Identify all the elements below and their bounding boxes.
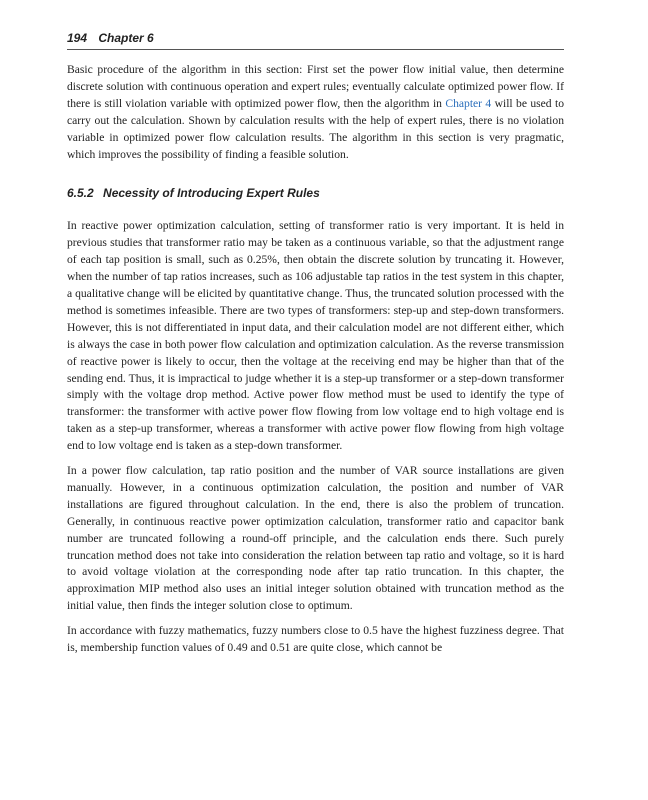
chapter-4-link[interactable]: Chapter 4 [445,96,492,110]
paragraph-1-text-b: will be used to carry out the calculation. Shown by calculation results with the help of expert rules, there is no violation variable in optimized power flow calculation results. The algorithm in this section is very pragmatic, which improves the possibility of finding a feasible solution. [67,96,564,161]
running-header [67,31,564,50]
section-heading [67,185,564,202]
paragraph-2: In reactive power optimization calculation, setting of transformer ratio is very important. It is held in previous studies that transformer ratio may be taken as a continuous variable, so that the adjustment range of each tap position is small, such as 0.25%, then obtain the discrete solution by truncating it. However, when the number of tap ratios increases, such as 106 adjustable tap ratios in the test system in this chapter, a qualitative change will be elicited by quantitative change. Thus, the truncated solution processed with the method is sometimes infeasible. There are two types of transformers: step-up and step-down transformers. However, this is not differentiated in input data, and their calculation model are not different either, which is always the case in both power flow calculation and optimization calculation. As the reverse transmission of reactive power is likely to occur, then the voltage at the receiving end may be higher than that of the sending end. Thus, it is impractical to judge whether it is a step-up transformer or a step-down transformer simply with the voltage drop method. Active power flow method must be used to identify the type of transformer: the transformer with active power flow flowing from low voltage end to high voltage end is taken as a step-up transformer, whereas a transformer with active power flow flowing from high voltage end to low voltage end is taken as a step-down transformer. [67,219,564,453]
paragraph-3: In a power flow calculation, tap ratio position and the number of VAR source installations are given manually. However, in a continuous optimization calculation, the position and number of VAR installations are figured throughout calculation. In the end, there is also the problem of truncation. Generally, in continuous reactive power optimization calculation, transformer ratio and capacitor bank number are truncated following a round-off principle, and the calculation ends there. Such purely truncation method does not take into consideration the relation between tap ratio and voltage, so it is hard to avoid voltage violation at the corresponding node after tap ratio truncation. In this chapter, the approximation MIP method also uses an initial integer solution obtained with truncation method as the initial value, then finds the integer solution close to optimum. [67,464,564,613]
page-body [67,62,564,665]
section-number: 6.5.2 [67,186,94,201]
paragraph-1-text-a: Basic procedure of the algorithm in this section: First set the power flow initial value, then determine discrete solution with continuous operation and expert rules; eventually calculate optimized power flow. If there is still violation variable with optimized power flow, then the algorithm in [67,63,564,110]
paragraph-1 [67,62,564,163]
chapter-title: Chapter 6 [98,31,154,45]
page-number: 194 [67,31,88,45]
section-title: Necessity of Introducing Expert Rules [103,186,320,201]
paragraph-4: In accordance with fuzzy mathematics, fuzzy numbers close to 0.5 have the highest fuzziness degree. That is, membership function values of 0.49 and 0.51 are quite close, which cannot be [67,624,564,655]
